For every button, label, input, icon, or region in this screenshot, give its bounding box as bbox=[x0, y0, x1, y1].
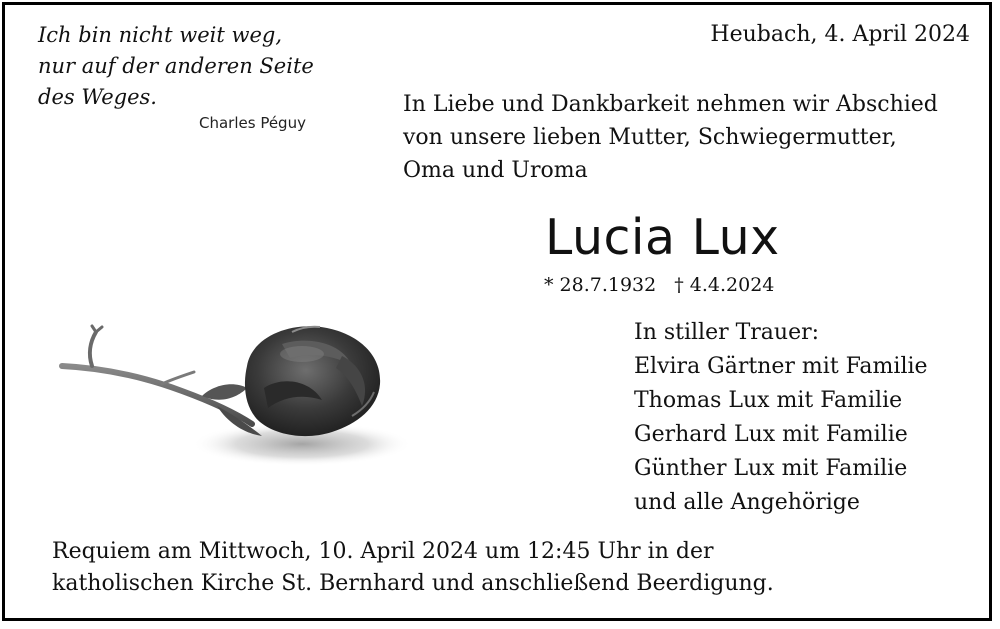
intro-line: In Liebe und Dankbarkeit nehmen wir Abschied bbox=[403, 92, 938, 117]
intro-text bbox=[403, 88, 938, 187]
birth-date: * 28.7.1932 bbox=[544, 274, 657, 296]
intro-line: von unsere lieben Mutter, Schwiegermutter, bbox=[403, 125, 897, 150]
mourners-list bbox=[634, 316, 928, 520]
mourner-item: Thomas Lux mit Familie bbox=[634, 388, 903, 413]
mourner-item: Gerhard Lux mit Familie bbox=[634, 422, 908, 447]
requiem-info bbox=[52, 536, 774, 600]
quote-author: Charles Péguy bbox=[199, 114, 306, 132]
quote-line: Ich bin nicht weit weg, bbox=[38, 23, 283, 47]
place-date: Heubach, 4. April 2024 bbox=[710, 22, 970, 47]
mourners-heading: In stiller Trauer: bbox=[634, 320, 820, 345]
mourner-item: und alle Angehörige bbox=[634, 490, 860, 515]
rose-image bbox=[52, 296, 414, 480]
intro-line: Oma und Uroma bbox=[403, 158, 588, 183]
quote-line: des Weges. bbox=[38, 85, 157, 109]
quote bbox=[38, 20, 314, 113]
death-date: † 4.4.2024 bbox=[674, 274, 775, 296]
life-dates bbox=[544, 272, 774, 298]
deceased-name: Lucia Lux bbox=[545, 209, 780, 266]
mourner-item: Günther Lux mit Familie bbox=[634, 456, 908, 481]
mourner-item: Elvira Gärtner mit Familie bbox=[634, 354, 928, 379]
requiem-line: Requiem am Mittwoch, 10. April 2024 um 12:45 Uhr in der bbox=[52, 539, 714, 564]
requiem-line: katholischen Kirche St. Bernhard und anschließend Beerdigung. bbox=[52, 571, 774, 596]
quote-line: nur auf der anderen Seite bbox=[38, 54, 314, 78]
